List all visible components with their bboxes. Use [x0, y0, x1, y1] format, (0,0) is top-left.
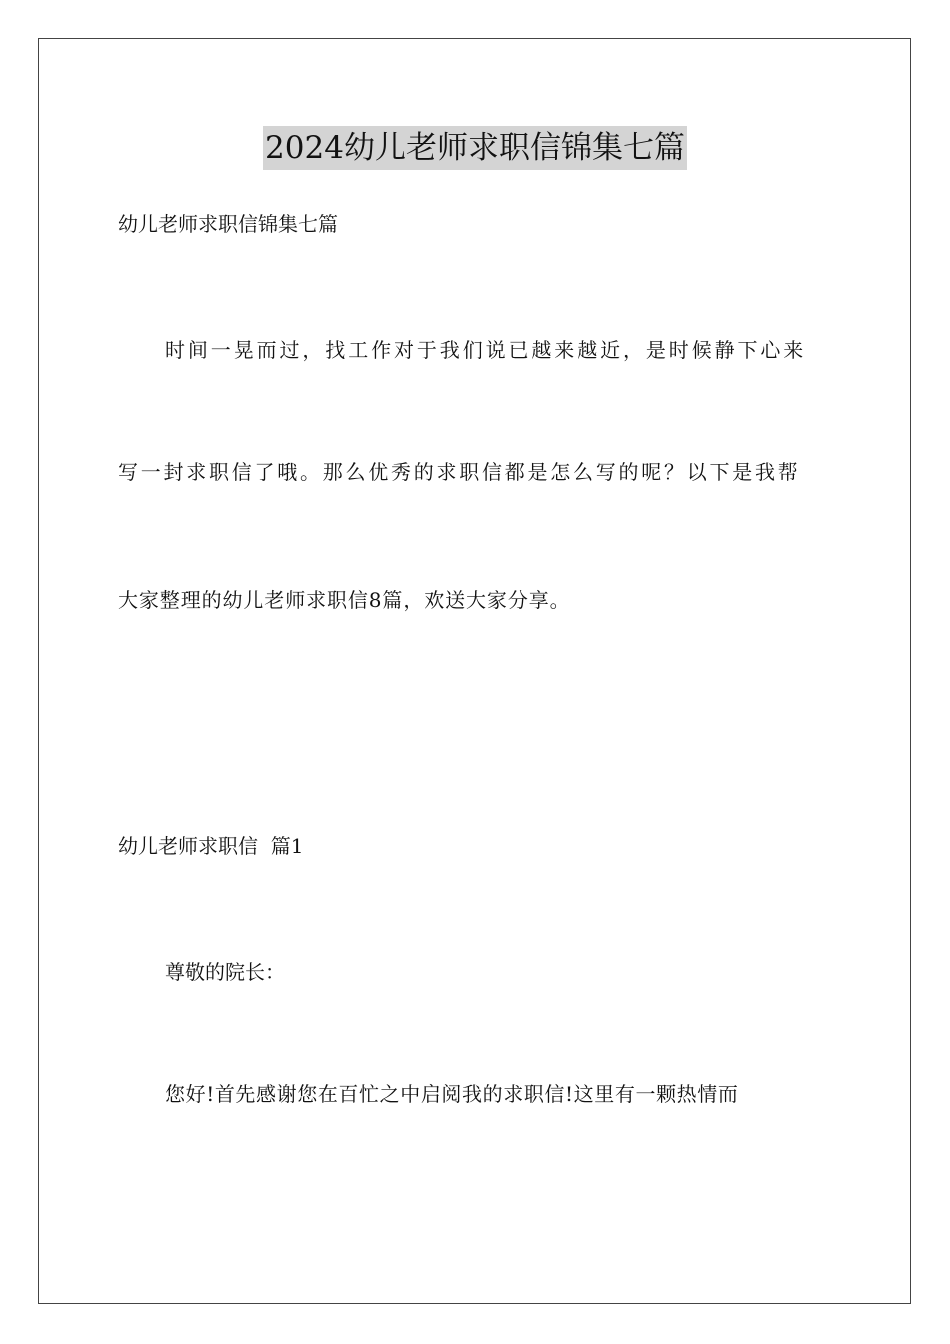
intro-paragraph-line-2: 写一封求职信了哦。那么优秀的求职信都是怎么写的呢？以下是我帮	[118, 460, 801, 484]
document-subtitle: 幼儿老师求职信锦集七篇	[118, 212, 338, 236]
document-title-text: 2024幼儿老师求职信锦集七篇	[263, 126, 687, 170]
section-heading: 幼儿老师求职信 篇1	[118, 834, 304, 858]
intro-paragraph-line-3: 大家整理的幼儿老师求职信8篇，欢送大家分享。	[118, 588, 571, 612]
intro-paragraph-line-1: 时间一晃而过，找工作对于我们说已越来越近，是时候静下心来	[165, 338, 807, 362]
letter-body-line-1: 您好!首先感谢您在百忙之中启阅我的求职信!这里有一颗热情而	[165, 1082, 739, 1106]
document-title	[0, 126, 950, 170]
letter-greeting: 尊敬的院长：	[165, 960, 285, 984]
